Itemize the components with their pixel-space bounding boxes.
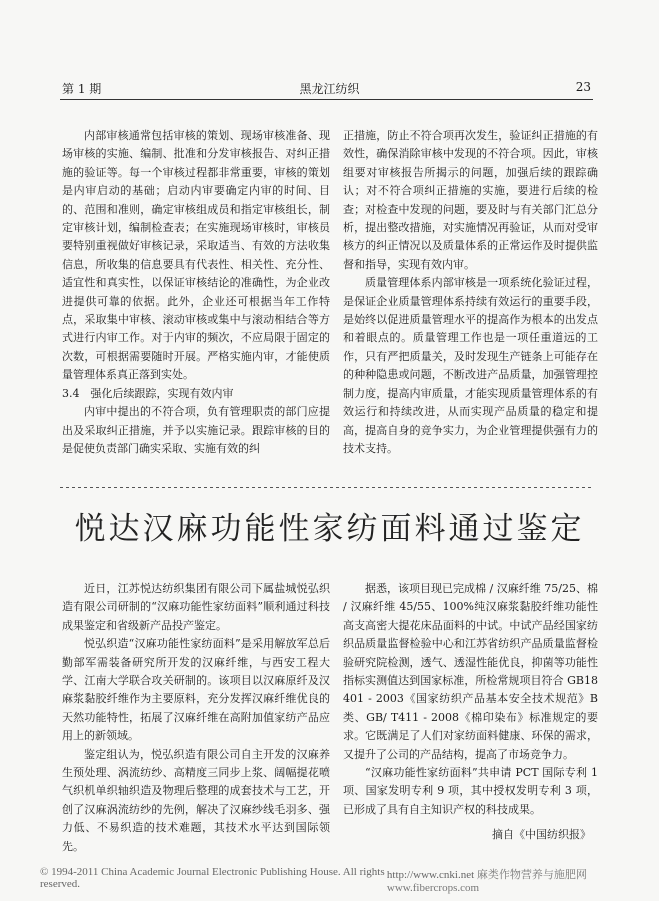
section-divider	[60, 484, 593, 492]
paragraph: “汉麻功能性家纺面料”共申请 PCT 国际专利 1 项、国家发明专利 9 项，其中授权发明专利 3 项，已形成了具有自主知识产权的科技成果。	[343, 766, 598, 816]
paragraph: 质量管理体系内部审核是一项系统化验证过程，是保证企业质量管理体系持续有效运行的重要手段，是始终以促进质量管理水平的提高作为根本的出发点和着眼点的。质量管理工作也是一项任重道远的工作，只有严把质量关，及时发现生产链条上可能存在的种种隐患或问题，不断改进产品质量，加强管理控制力度，提高内审质量，才能实现质量管理体系的有效运行和持续改进，从而实现产品质量的稳定和提高，提高自身的竞争实力，为企业管理提供强有力的技术支持。	[343, 276, 598, 455]
paragraph: 近日，江苏悦达纺织集团有限公司下属盐城悦弘织造有限公司研制的“汉麻功能性家纺面料”顺利通过科技成果鉴定和省级新产品投产鉴定。	[62, 582, 330, 632]
cnki-url[interactable]: http://www.cnki.net	[386, 869, 475, 881]
paragraph: 鉴定组认为，悦弘织造有限公司自主开发的汉麻养生预处理、涡流纺纱、高精度三同步上浆、阔幅提花喷气织机单织轴织造及物理后整理的成套技术与工艺，开创了汉麻涡流纺纱的先例，解决了汉麻纱线毛羽多、强力低、不易织造的技术难题，其技术水平达到国际领先。	[62, 747, 330, 853]
copyright-notice: © 1994-2011 China Academic Journal Electronic Publishing House. All rights reserved.	[40, 866, 385, 890]
article-title: 悦达汉麻功能性家纺面料通过鉴定	[74, 511, 585, 547]
paragraph: 据悉，该项目现已完成棉 / 汉麻纤维 75/25、棉 / 汉麻纤维 45/55、100%纯汉麻浆黏胶纤维功能性高支高密大提花床品面料的中试。中试产品经国家纺织品质量监督检验中心和江苏省纺织产品质量监督检验研究院检测，透气、透湿性能优良，抑菌等功能性指标实测值达到国家标准，所检常规项目符合 GB18401 - 2003《国家纺织产品基本安全技术规范》B 类、GB/ T411 - 2008《棉印染布》标准规定的要求。它既满足了人们对家纺面料健康、环保的需求，又提升了公司的产品结构，提高了市场竞争力。	[343, 582, 598, 761]
issue-number: 第 1 期	[62, 82, 102, 96]
article2-column-left	[62, 580, 330, 856]
paragraph: 悦弘织造“汉麻功能性家纺面料”是采用解放军总后勤部军需装备研究所开发的汉麻纤维，与西安工程大学、江南大学联合攻关研制的。该项目以汉麻原纤及汉麻浆黏胶纤维作为主要原料，充分发挥汉麻纤维优良的天然功能特性，拓展了汉麻纤维在高附加值家纺产品应用上的新领域。	[62, 637, 330, 743]
page-number: 23	[575, 80, 591, 94]
paragraph: 正措施，防止不符合项再次发生，验证纠正措施的有效性，确保消除审核中发现的不符合项。因此，审核组要对审核报告所揭示的问题，加强后续的跟踪确认；对不符合项纠正措施的实施，要进行后续的检查；对检查中发现的问题，要及时与有关部门汇总分析，提出整改措施，对实施情况再验证，从而对受审核方的纠正情况以及质量体系的正常运作及时提供监督和指导，实现有效内审。	[343, 129, 598, 271]
journal-name: 黑龙江纺织	[299, 82, 360, 96]
watermark: 麻类作物营养与施肥网 www.fibercrops.com	[386, 869, 587, 894]
article2-column-right	[343, 580, 598, 819]
footer	[40, 866, 651, 894]
paragraph: 内审中提出的不符合项，负有管理职责的部门应提出及采取纠正措施，并予以实施记录。跟踪审核的目的是促使负责部门确实采取、实施有效的纠	[62, 405, 330, 455]
source-credit: 摘自《中国纺织报》	[492, 828, 591, 841]
header-rule	[60, 99, 593, 100]
article1-column-right	[343, 127, 598, 458]
section-heading: 3.4 强化后续跟踪，实现有效内审	[62, 386, 234, 400]
paragraph: 内部审核通常包括审核的策划、现场审核准备、现场审核的实施、编制、批准和分发审核报告、对纠正措施的验证等。每一个审核过程都非常重要，审核的策划是内审启动的基础；启动内审要确定内审的时间、目的、范围和准则，确定审核组成员和指定审核组长，制定审核计划，编制检查表；在实施现场审核时，审核员要特别重视做好审核记录，采取适当、有效的方法收集信息，所收集的信息要具有代表性、相关性、充分性、适宜性和真实性，以保证审核结论的准确性，为企业改进提供可靠的依据。此外，企业还可根据当年工作特点，采取集中审核、滚动审核或集中与滚动相结合等方式进行内审工作。对于内审的频次，不应局限于固定的次数，可根据需要随时开展。严格实施内审，才能使质量管理体系真正落到实处。	[62, 129, 330, 382]
article1-column-left	[62, 127, 330, 458]
